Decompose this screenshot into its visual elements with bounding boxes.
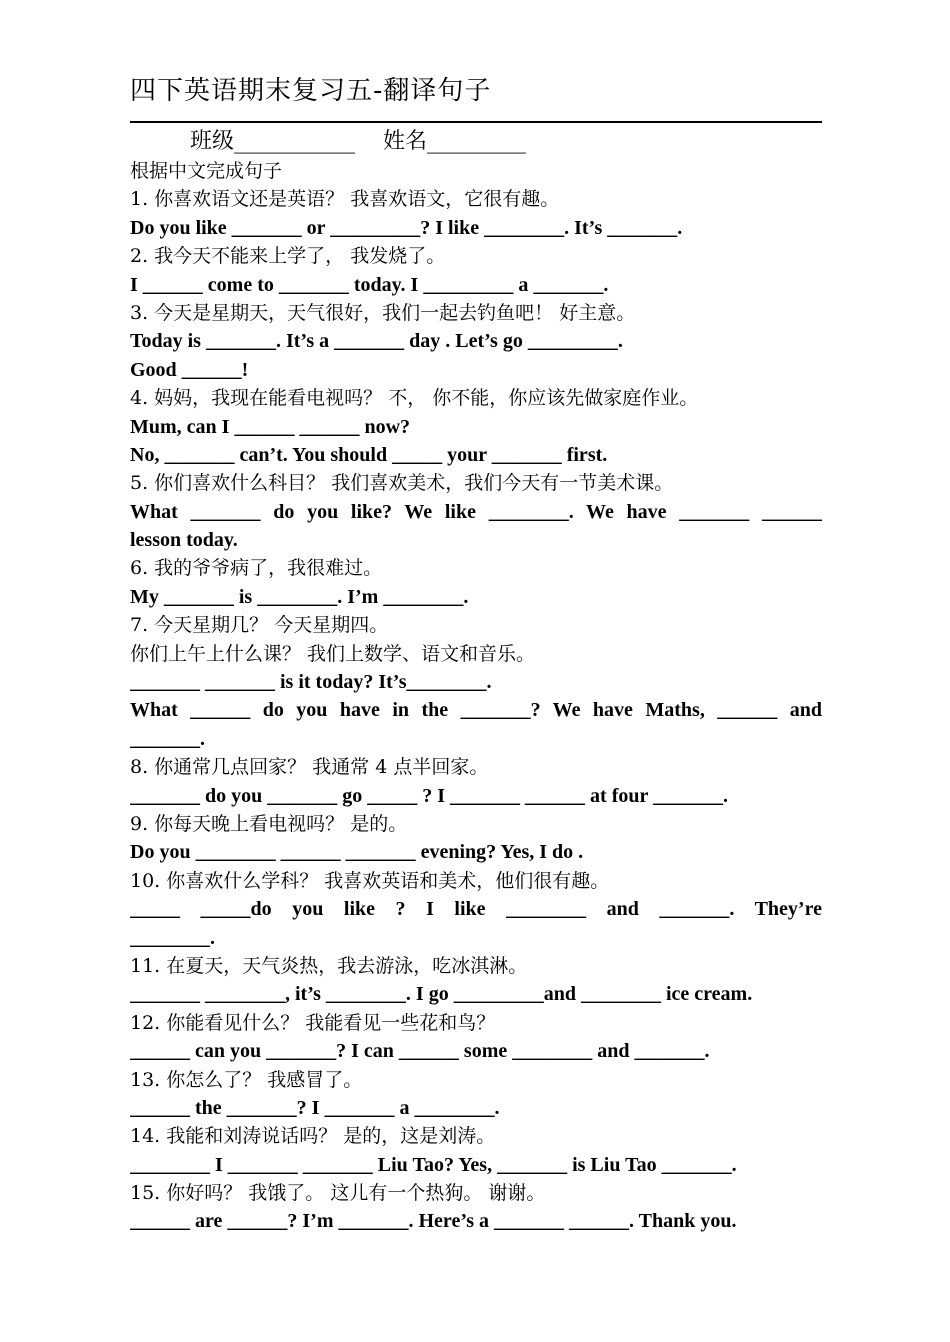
english-fill-blank-line: _______. <box>130 727 205 750</box>
chinese-sentence-line: 5. 你们喜欢什么科目？ 我们喜欢美术，我们今天有一节美术课。 <box>130 472 674 495</box>
english-fill-blank-line: ______ can you _______? I can ______ some ________ and _______. <box>130 1040 710 1063</box>
chinese-sentence-line: 7. 今天星期几？ 今天星期四。 <box>130 614 389 637</box>
english-fill-blank-line: I ______ come to _______ today. I _________ a _______. <box>130 273 609 296</box>
chinese-sentence-line: 11. 在夏天，天气炎热，我去游泳，吃冰淇淋。 <box>130 954 528 977</box>
english-fill-blank-line: Mum, can I ______ ______ now? <box>130 415 411 438</box>
chinese-sentence-line: 14. 我能和刘涛说话吗？ 是的，这是刘涛。 <box>130 1125 496 1148</box>
english-fill-blank-line: ________ I _______ _______ Liu Tao? Yes, _______ is Liu Tao _______. <box>130 1153 737 1176</box>
english-fill-blank-line: Do you like _______ or _________? I like ________. It’s _______. <box>130 216 683 239</box>
english-fill-blank-line: _______ do you _______ go _____ ? I _______ ______ at four _______. <box>130 784 728 807</box>
chinese-sentence-line: 8. 你通常几点回家？ 我通常 4 点半回家。 <box>130 756 489 779</box>
chinese-sentence-line: 10. 你喜欢什么学科？ 我喜欢英语和美术，他们很有趣。 <box>130 869 610 892</box>
english-fill-blank-line: _______ _______ is it today? It’s________. <box>130 671 492 694</box>
english-fill-blank-line: ________. <box>130 926 215 949</box>
english-fill-blank-line: ______ are ______? I’m _______. Here’s a _______ ______. Thank you. <box>130 1210 737 1233</box>
worksheet-title: 四下英语期末复习五-翻译句子 <box>130 76 492 106</box>
english-fill-blank-line: Do you ________ ______ _______ evening? Yes, I do . <box>130 841 584 864</box>
english-fill-blank-line: Today is _______. It’s a _______ day . Let’s go _________. <box>130 330 623 353</box>
chinese-sentence-line: 2. 我今天不能来上学了， 我发烧了。 <box>130 245 446 268</box>
english-fill-blank-line: lesson today. <box>130 529 238 552</box>
english-fill-blank-line: _____ _____do you like ? I like ________ and _______. They’re <box>130 898 822 921</box>
chinese-sentence-line: 1. 你喜欢语文还是英语？ 我喜欢语文，它很有趣。 <box>130 188 560 211</box>
english-fill-blank-line: _______ ________, it’s ________. I go _________and ________ ice cream. <box>130 983 753 1006</box>
chinese-sentence-line: 6. 我的爷爷病了，我很难过。 <box>130 557 383 580</box>
english-fill-blank-line: ______ the _______? I _______ a ________. <box>130 1096 500 1119</box>
english-fill-blank-line: What _______ do you like? We like ________. We have _______ ______ <box>130 500 822 523</box>
chinese-sentence-line: 15. 你好吗？ 我饿了。 这儿有一个热狗。 谢谢。 <box>130 1182 546 1205</box>
english-fill-blank-line: My _______ is ________. I’m ________. <box>130 585 469 608</box>
class-name-line: 班级___________ 姓名_________ <box>190 129 526 154</box>
exercise-content <box>130 157 822 1236</box>
chinese-sentence-line: 3. 今天是星期天，天气很好，我们一起去钓鱼吧！ 好主意。 <box>130 301 636 324</box>
chinese-sentence-line: 根据中文完成句子 <box>130 160 283 182</box>
chinese-sentence-line: 12. 你能看见什么？ 我能看见一些花和鸟？ <box>130 1011 496 1034</box>
title-divider <box>130 121 822 123</box>
english-fill-blank-line: Good ______! <box>130 358 249 381</box>
chinese-sentence-line: 13. 你怎么了？ 我感冒了。 <box>130 1068 363 1091</box>
chinese-sentence-line: 你们上午上什么课？ 我们上数学、语文和音乐。 <box>130 642 536 665</box>
chinese-sentence-line: 4. 妈妈，我现在能看电视吗？ 不， 你不能，你应该先做家庭作业。 <box>130 387 699 410</box>
english-fill-blank-line: No, _______ can’t. You should _____ your _______ first. <box>130 443 608 466</box>
chinese-sentence-line: 9. 你每天晚上看电视吗？ 是的。 <box>130 812 408 835</box>
english-fill-blank-line: What ______ do you have in the _______? We have Maths, ______ and <box>130 699 822 722</box>
